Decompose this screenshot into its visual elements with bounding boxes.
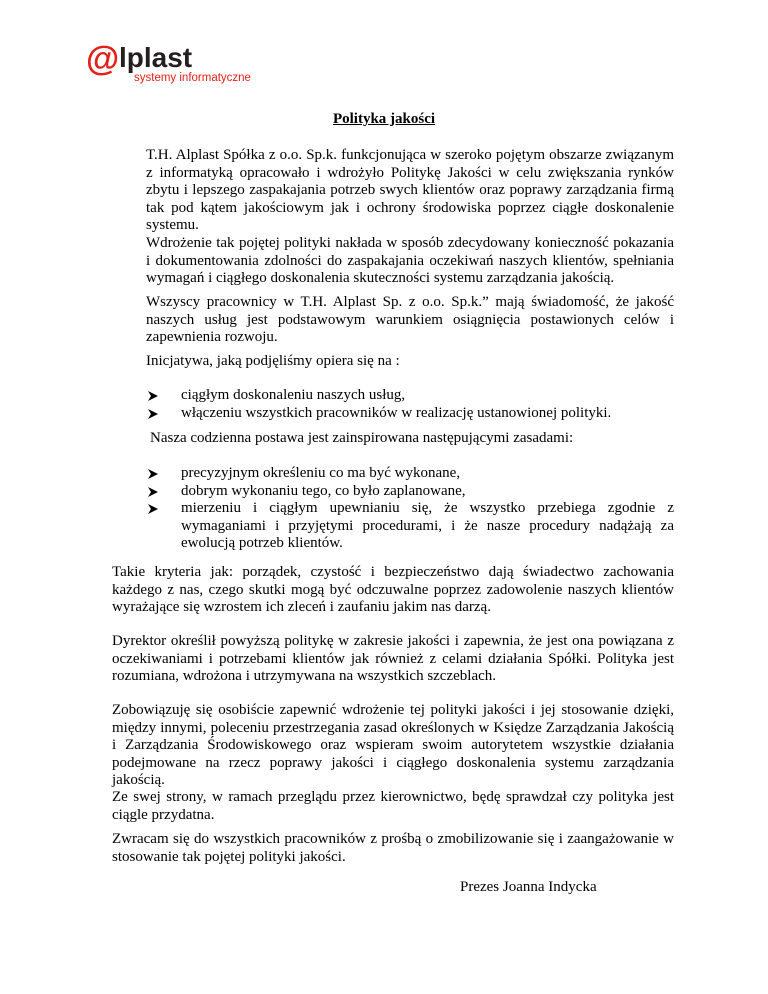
logo-tagline: systemy informatyczne [134, 72, 251, 84]
paragraph-criteria: Takie kryteria jak: porządek, czystość i bezpieczeństwo dają świadectwo zachowania każdego z nas, czego skutki mogą być odczuwalne poprzez zadowolenie naszych klientów wyrażające się wzrostem ich zleceń i zaufaniu jakim nas darzą. [112, 564, 674, 615]
list-item [147, 483, 674, 501]
initiative-list [147, 387, 674, 422]
list-item-text: ciągłym doskonaleniu naszych usług, [181, 387, 406, 403]
paragraph-employees: Wszyscy pracownicy w T.H. Alplast Sp. z o.o. Sp.k.” mają świadomość, że jakość naszych usług jest podstawowym warunkiem osiągnięcia postawionych celów i zapewnienia rozwoju. [146, 294, 674, 345]
list-item-text: włączeniu wszystkich pracowników w realizację ustanowionej polityki. [181, 404, 612, 421]
paragraph-implementation: Wdrożenie tak pojętej polityki nakłada w sposób zdecydowany konieczność pokazania i dokumentowania zdolności do zaspakajania oczekiwań naszych klientów, spełniania wymagań i ciągłego doskonalenia skuteczności systemu zarządzania jakością. [146, 235, 674, 286]
arrow-bullet-icon [147, 390, 159, 402]
list-item [147, 500, 674, 553]
paragraph-initiative: Inicjatywa, jaką podjęliśmy opiera się na : [146, 353, 400, 369]
list-item [147, 387, 674, 405]
arrow-bullet-icon [147, 486, 159, 498]
logo-at-symbol: @ [86, 40, 120, 78]
list-item [147, 465, 674, 483]
paragraph-intro: T.H. Alplast Spółka z o.o. Sp.k. funkcjonująca w szeroko pojętym obszarze związanym z informatyką opracowało i wdrożyło Politykę Jakości w celu zwiększania rynków zbytu i lepszego zaspakajania potrzeb swych klientów oraz poprawy zarządzania firmą tak pod kątem jakościowym jak i ochrony środowiska poprzez ciągłe doskonalenie systemu. [146, 147, 674, 233]
document-title: Polityka jakości [332, 111, 436, 127]
principles-list [147, 465, 674, 553]
paragraph-appeal: Zwracam się do wszystkich pracowników z prośbą o zmobilizowanie się i zaangażowanie w stosowanie tak pojętej polityki jakości. [112, 831, 674, 865]
arrow-bullet-icon [147, 408, 159, 420]
logo-brand-text: lplast [119, 42, 193, 73]
list-item [147, 405, 674, 423]
signature: Prezes Joanna Indycka [460, 879, 597, 895]
paragraph-review: Ze swej strony, w ramach przeglądu przez kierownictwo, będę sprawdzał czy polityka jest ciągle przydatna. [112, 789, 674, 823]
paragraph-director: Dyrektor określił powyższą politykę w zakresie jakości i zapewnia, że jest ona powiązana z oczekiwaniami i potrzebami klientów jak również z celami działania Spółki. Polityka jest rozumiana, wdrożona i utrzymywana na wszystkich szczeblach. [112, 633, 674, 684]
company-logo [86, 40, 326, 88]
paragraph-attitude: Nasza codzienna postawa jest zainspirowana następującymi zasadami: [150, 430, 574, 446]
list-item-text: dobrym wykonaniu tego, co było zaplanowane, [181, 482, 466, 499]
arrow-bullet-icon [147, 503, 159, 515]
arrow-bullet-icon [147, 468, 159, 480]
list-item-text: precyzyjnym określeniu co ma być wykonane, [181, 465, 461, 481]
paragraph-commitment: Zobowiązuję się osobiście zapewnić wdrożenie tej polityki jakości i jej stosowanie dzięki, między innymi, poleceniu przestrzegania zasad określonych w Księdze Zarządzania Jakością i Zarządzania Środowiskowego oraz wspieram swoim autorytetem wszystkie działania podejmowane na rzecz poprawy jakości i ciągłego doskonalenia systemu zarządzania jakością. [112, 702, 674, 788]
list-item-text: mierzeniu i ciągłym upewnianiu się, że wszystko przebiega zgodnie z wymaganiami i przyjętymi procedurami, i że nasze procedury nadążają za ewolucją potrzeb klientów. [181, 500, 674, 551]
